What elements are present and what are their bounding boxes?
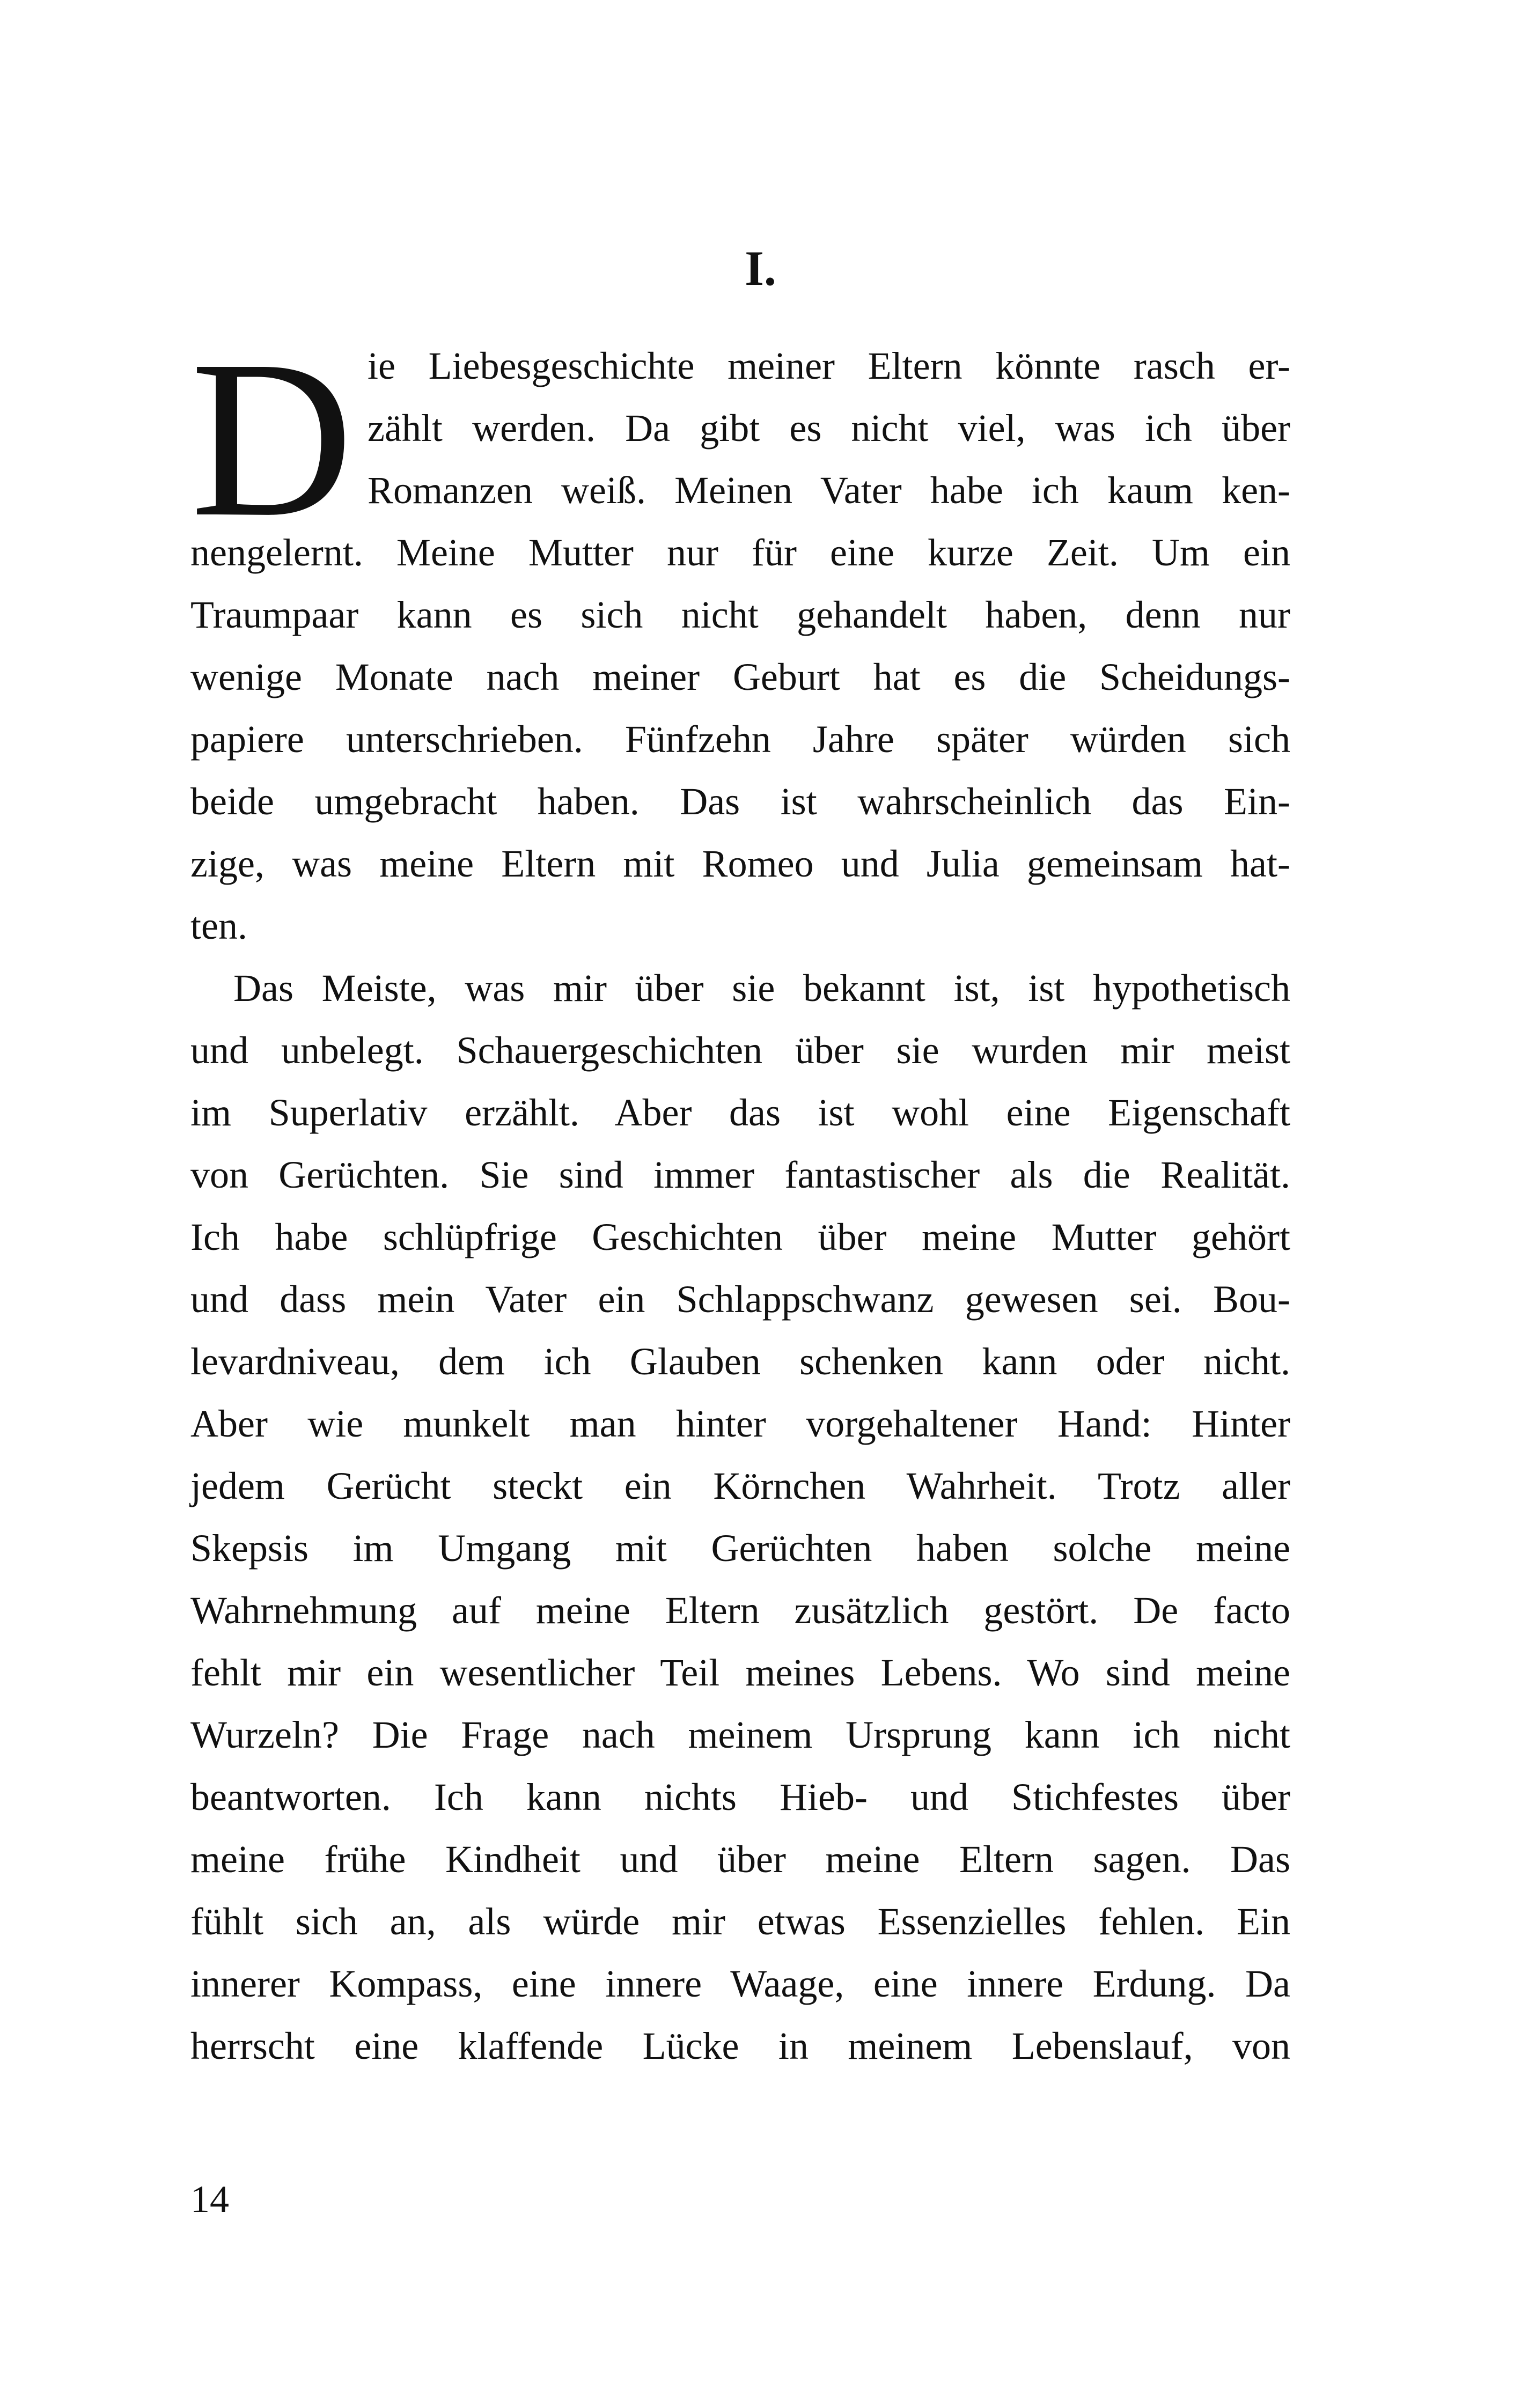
- chapter-heading: I.: [745, 241, 776, 296]
- text-line: beantworten. Ich kann nichts Hieb- und Stichfestes über: [190, 1776, 1290, 1818]
- text-line: ten.: [190, 904, 247, 947]
- text-line: Ich habe schlüpfrige Geschichten über meine Mutter gehört: [190, 1216, 1290, 1258]
- text-line: beide umgebracht haben. Das ist wahrscheinlich das Ein-: [190, 780, 1290, 823]
- text-line: meine frühe Kindheit und über meine Eltern sagen. Das: [190, 1838, 1290, 1881]
- text-line: wenige Monate nach meiner Geburt hat es die Scheidungs-: [190, 656, 1290, 698]
- text-line: zige, was meine Eltern mit Romeo und Julia gemeinsam hat-: [190, 842, 1290, 885]
- text-line: levardniveau, dem ich Glauben schenken kann oder nicht.: [190, 1340, 1290, 1383]
- text-line: fehlt mir ein wesentlicher Teil meines Lebens. Wo sind meine: [190, 1651, 1290, 1694]
- text-line: herrscht eine klaffende Lücke in meinem Lebenslauf, von: [190, 2024, 1290, 2067]
- text-line: Wahrnehmung auf meine Eltern zusätzlich gestört. De facto: [190, 1589, 1290, 1632]
- text-line: innerer Kompass, eine innere Waage, eine innere Erdung. Da: [190, 1962, 1290, 2005]
- text-line: fühlt sich an, als würde mir etwas Essenzielles fehlen. Ein: [190, 1900, 1290, 1943]
- page-number: 14: [190, 2178, 229, 2221]
- text-line: Traumpaar kann es sich nicht gehandelt haben, denn nur: [190, 593, 1290, 636]
- text-line: von Gerüchten. Sie sind immer fantastischer als die Realität.: [190, 1153, 1290, 1196]
- text-line: ie Liebesgeschichte meiner Eltern könnte rasch er-: [368, 344, 1290, 387]
- text-line: Aber wie munkelt man hinter vorgehaltener Hand: Hinter: [190, 1402, 1290, 1445]
- text-line: und unbelegt. Schauergeschichten über sie wurden mir meist: [190, 1029, 1290, 1072]
- text-line: papiere unterschrieben. Fünfzehn Jahre später würden sich: [190, 718, 1290, 761]
- text-line: Wurzeln? Die Frage nach meinem Ursprung kann ich nicht: [190, 1713, 1290, 1756]
- text-line: jedem Gerücht steckt ein Körnchen Wahrheit. Trotz aller: [190, 1464, 1290, 1507]
- text-line: im Superlativ erzählt. Aber das ist wohl eine Eigenschaft: [190, 1091, 1290, 1134]
- text-line: zählt werden. Da gibt es nicht viel, was ich über: [368, 407, 1290, 450]
- text-line: und dass mein Vater ein Schlappschwanz gewesen sei. Bou-: [190, 1278, 1290, 1321]
- text-line: Skepsis im Umgang mit Gerüchten haben solche meine: [190, 1527, 1290, 1570]
- drop-cap-initial: D: [190, 314, 354, 563]
- text-line: Das Meiste, was mir über sie bekannt ist, ist hypothetisch: [233, 967, 1290, 1010]
- text-line: Romanzen weiß. Meinen Vater habe ich kaum ken-: [368, 469, 1290, 512]
- text-line: nengelernt. Meine Mutter nur für eine kurze Zeit. Um ein: [190, 531, 1290, 574]
